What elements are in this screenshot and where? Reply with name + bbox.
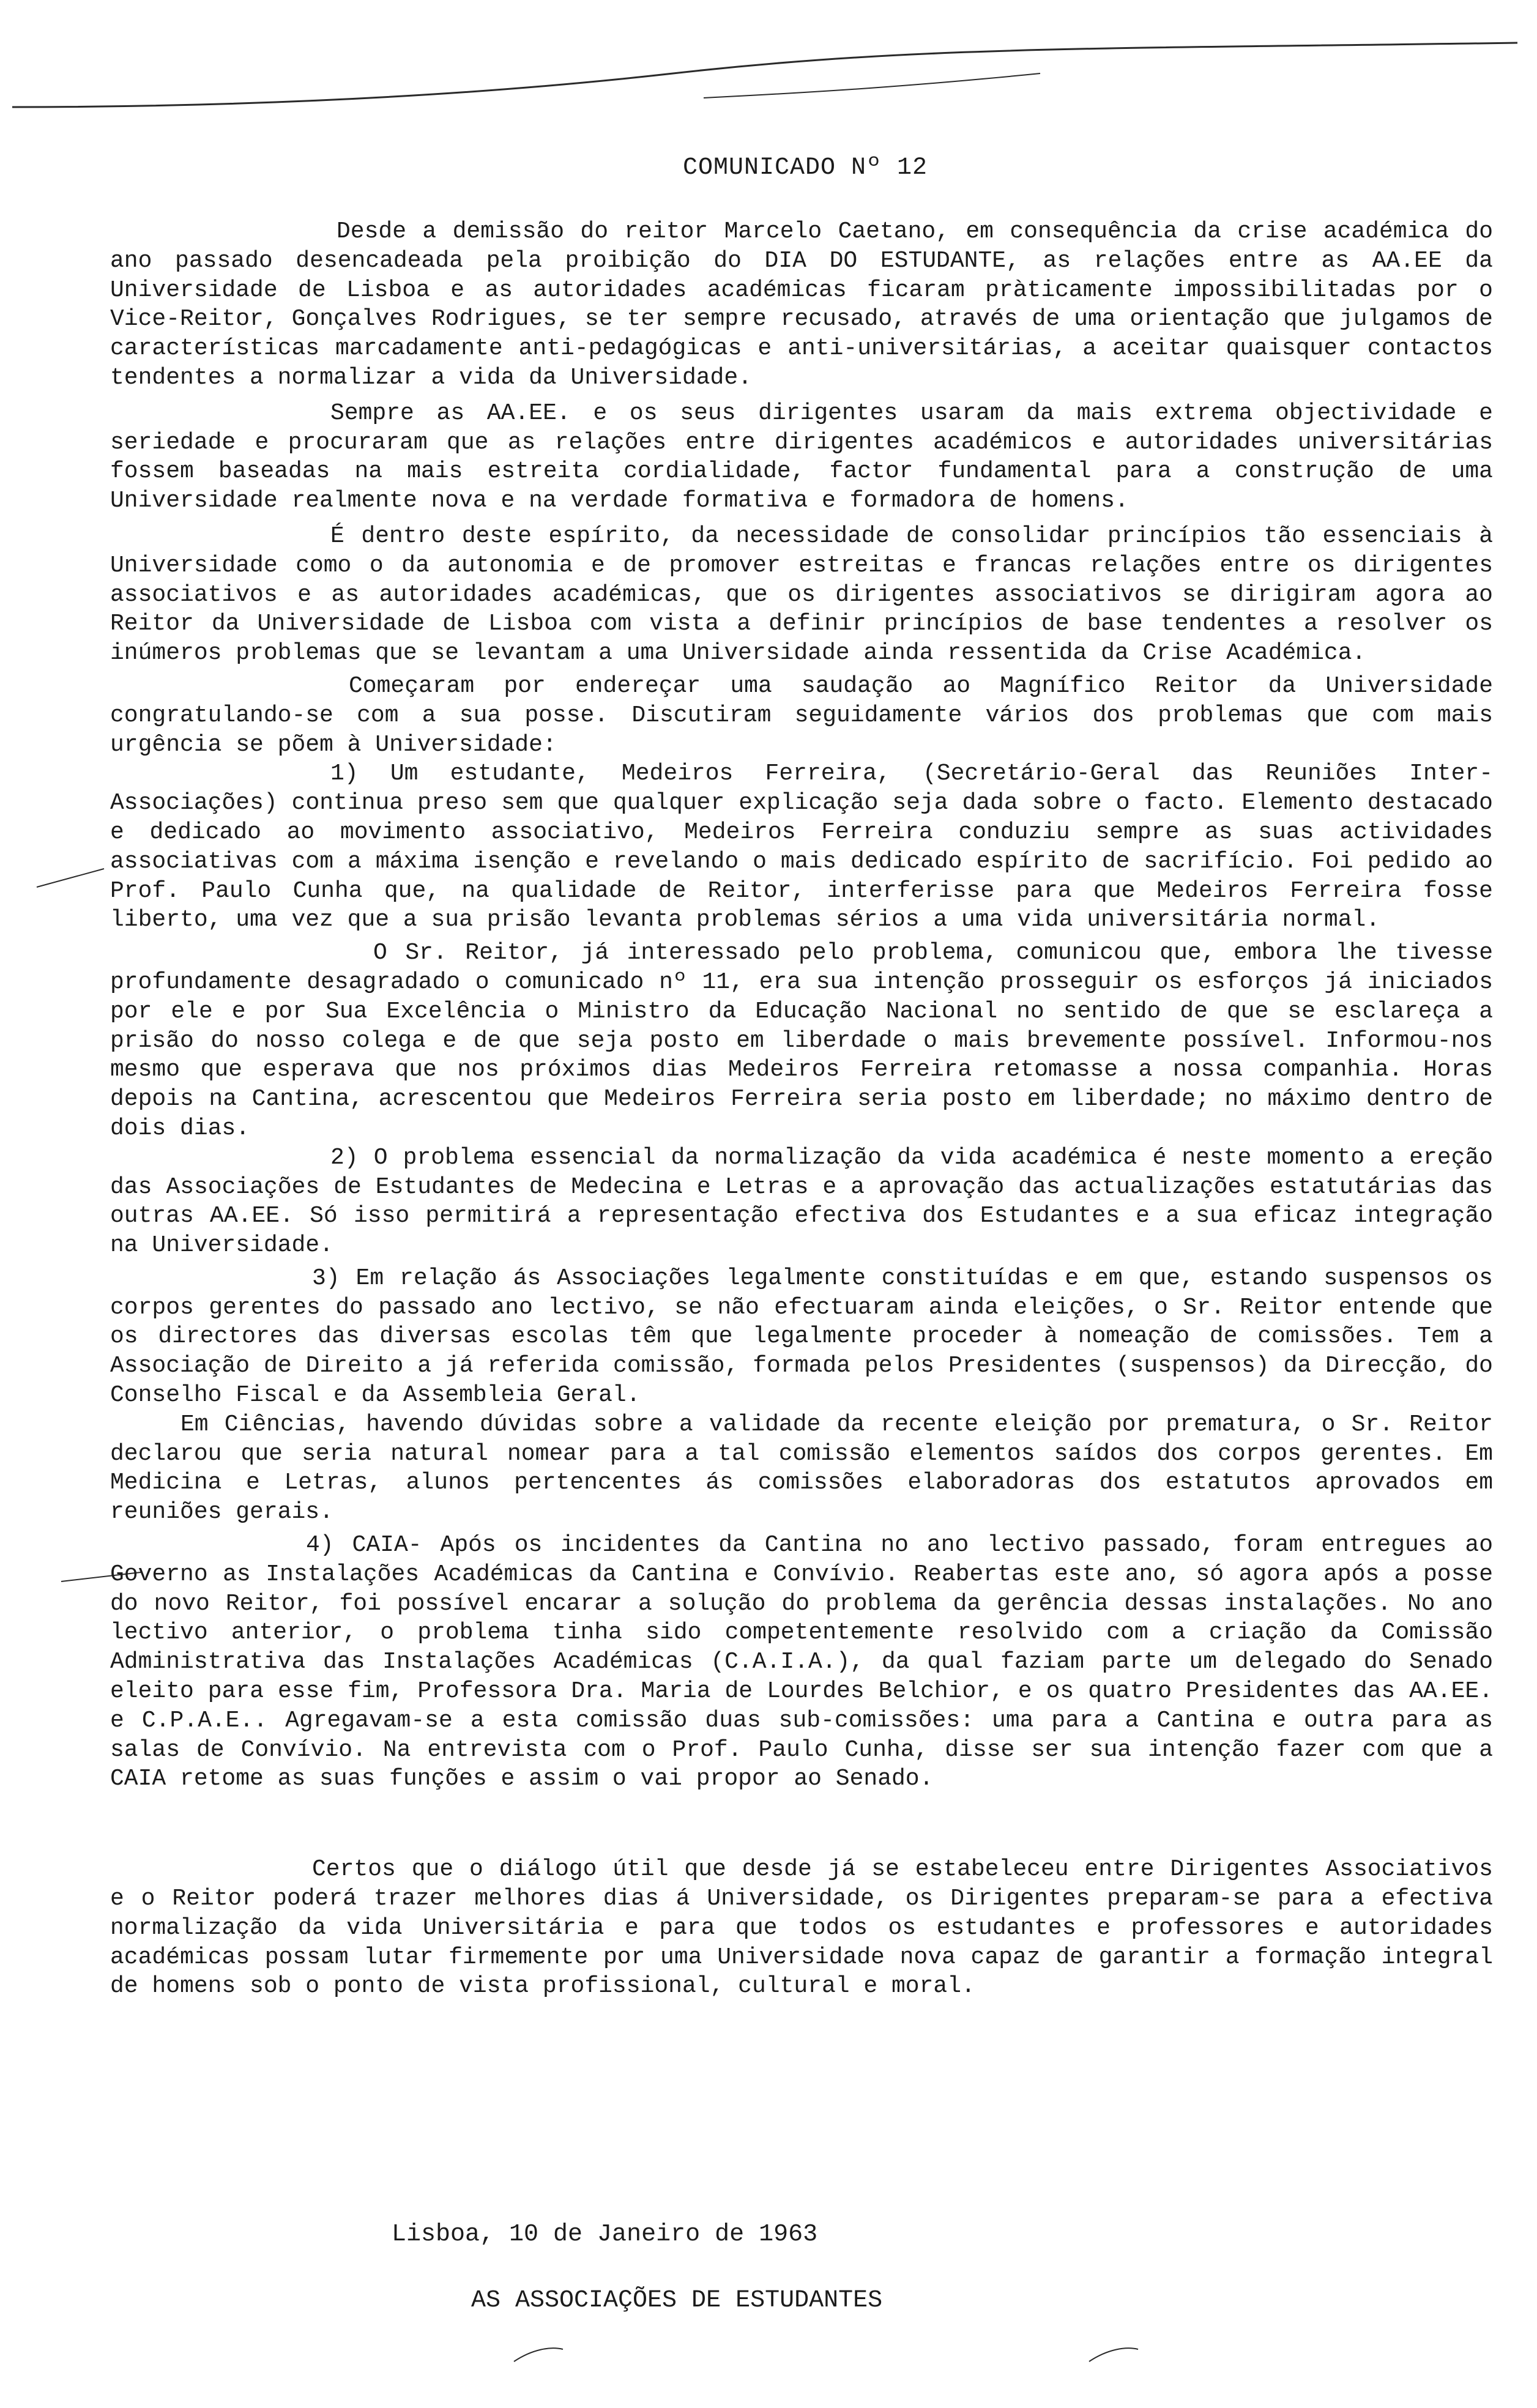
date-line: Lisboa, 10 de Janeiro de 1963: [392, 2221, 818, 2248]
paragraph-point-4: 4) CAIA- Após os incidentes da Cantina no ano lectivo passado, foram entregues ao Governo as Instalações Académicas da Cantina e Convívio. Reabertas este ano, só agora após a posse do novo Reitor, foi possível encarar a solução do problema da gerência dessas instalações. No ano lectivo anterior, o problema tinha sido competentemente resolvido com a criação da Comissão Administrativa das Instalações Académicas (C.A.I.A.), da qual faziam parte um delegado do Senado eleito para esse fim, Professora Dra. Maria de Lourdes Belchior, e os quatro Presidentes das AA.EE. e C.P.A.E.. Agregavam-se a esta comissão duas sub-comissões: uma para a Cantina e outra para as salas de Convívio. Na entrevista com o Prof. Paulo Cunha, disse ser sua intenção fazer com que a CAIA retome as suas funções e assim o vai propor ao Senado.: [110, 1532, 1493, 1793]
paragraph-point-3: 3) Em relação ás Associações legalmente constituídas e em que, estando suspensos os corpos gerentes do passado ano lectivo, se não efectuaram ainda eleições, o Sr. Reitor entende que os directores das diversas escolas têm que legalmente proceder à nomeação de comissões. Tem a Associação de Direito a já referida comissão, formada pelos Presidentes (suspensos) da Direcção, do Conselho Fiscal e da Assembleia Geral.: [110, 1265, 1493, 1409]
signature: AS ASSOCIAÇÕES DE ESTUDANTES: [471, 2287, 883, 2314]
paragraph-reitor-reply: O Sr. Reitor, já interessado pelo problema, comunicou que, embora lhe tivesse profundamente desagradado o comunicado nº 11, era sua intenção prosseguir os esforços já iniciados por ele e por Sua Excelência o Ministro da Educação Nacional no sentido de que se esclareça a prisão do nosso colega e de que seja posto em liberdade o mais brevemente possível. Informou-nos mesmo que esperava que nos próximos dias Medeiros Ferreira retomasse a nossa companhia. Horas depois na Cantina, acrescentou que Medeiros Ferreira seria posto em liberdade; no máximo dentro de dois dias.: [110, 940, 1493, 1142]
paragraph-objectivity: Sempre as AA.EE. e os seus dirigentes usaram da mais extrema objectividade e seriedade e procuraram que as relações entre dirigentes académicos e autoridades universitárias fossem baseadas na mais estreita cordialidade, factor fundamental para a construção de uma Universidade realmente nova e na verdade formativa e formadora de homens.: [110, 399, 1493, 515]
paragraph-conclusion: Certos que o diálogo útil que desde já se estabeleceu entre Dirigentes Associativos e o Reitor poderá trazer melhores dias á Universidade, os Dirigentes preparam-se para a efectiva normalização da vida Universitária e para que todos os estudantes e professores e autoridades académicas possam lutar firmemente por uma Universidade nova capaz de garantir a formação integral de homens sob o ponto de vista profissional, cultural e moral.: [110, 1856, 1493, 2000]
paragraph-spirit: É dentro deste espírito, da necessidade de consolidar princípios tão essenciais à Universidade como o da autonomia e de promover estreitas e francas relações entre os dirigentes associativos e as autoridades académicas, que os dirigentes associativos se dirigiram agora ao Reitor da Universidade de Lisboa com vista a definir princípios de base tendentes a resolver os inúmeros problemas que se levantam a uma Universidade ainda ressentida da Crise Académica.: [110, 522, 1493, 667]
document-title: COMUNICADO Nº 12: [682, 154, 928, 182]
paragraph-point-2: 2) O problema essencial da normalização da vida académica é neste momento a ereção das Associações de Estudantes de Medecina e Letras e a aprovação das actualizações estatutárias das outras AA.EE. Só isso permitirá a representação efectiva dos Estudantes e a sua eficaz integração na Universidade.: [110, 1144, 1493, 1259]
paragraph-ciencias: Em Ciências, havendo dúvidas sobre a validade da recente eleição por prematura, o Sr. Reitor declarou que seria natural nomear para a tal comissão elementos saídos dos corpos gerentes. Em Medicina e Letras, alunos pertencentes ás comissões elaboradoras dos estatutos aprovados em reuniões gerais.: [110, 1411, 1493, 1526]
paragraph-intro: Desde a demissão do reitor Marcelo Caetano, em consequência da crise académica do ano passado desencadeada pela proibição do DIA DO ESTUDANTE, as relações entre as AA.EE da Universidade de Lisboa e as autoridades académicas ficaram pràticamente impossibilitadas por o Vice-Reitor, Gonçalves Rodrigues, se ter sempre recusado, através de uma orientação que julgamos de características marcadamente anti-pedagógicas e anti-universitárias, a aceitar quaisquer contactos tendentes a normalizar a vida da Universidade.: [110, 218, 1493, 391]
document-body: [110, 217, 1493, 2001]
paragraph-greeting: Começaram por endereçar uma saudação ao Magnífico Reitor da Universidade congratulando-se com a sua posse. Discutiram seguidamente vários dos problemas que com mais urgência se põem à Universidade:: [110, 672, 1493, 758]
paragraph-point-1: 1) Um estudante, Medeiros Ferreira, (Secretário-Geral das Reuniões Inter-Associações) continua preso sem que qualquer explicação seja dada sobre o facto. Elemento destacado e dedicado ao movimento associativo, Medeiros Ferreira conduziu sempre as suas actividades associativas com a máxima isenção e revelando o mais dedicado espírito de sacrifício. Foi pedido ao Prof. Paulo Cunha que, na qualidade de Reitor, interferisse para que Medeiros Ferreira fosse liberto, uma vez que a sua prisão levanta problemas sérios a uma vida universitária normal.: [110, 760, 1493, 934]
